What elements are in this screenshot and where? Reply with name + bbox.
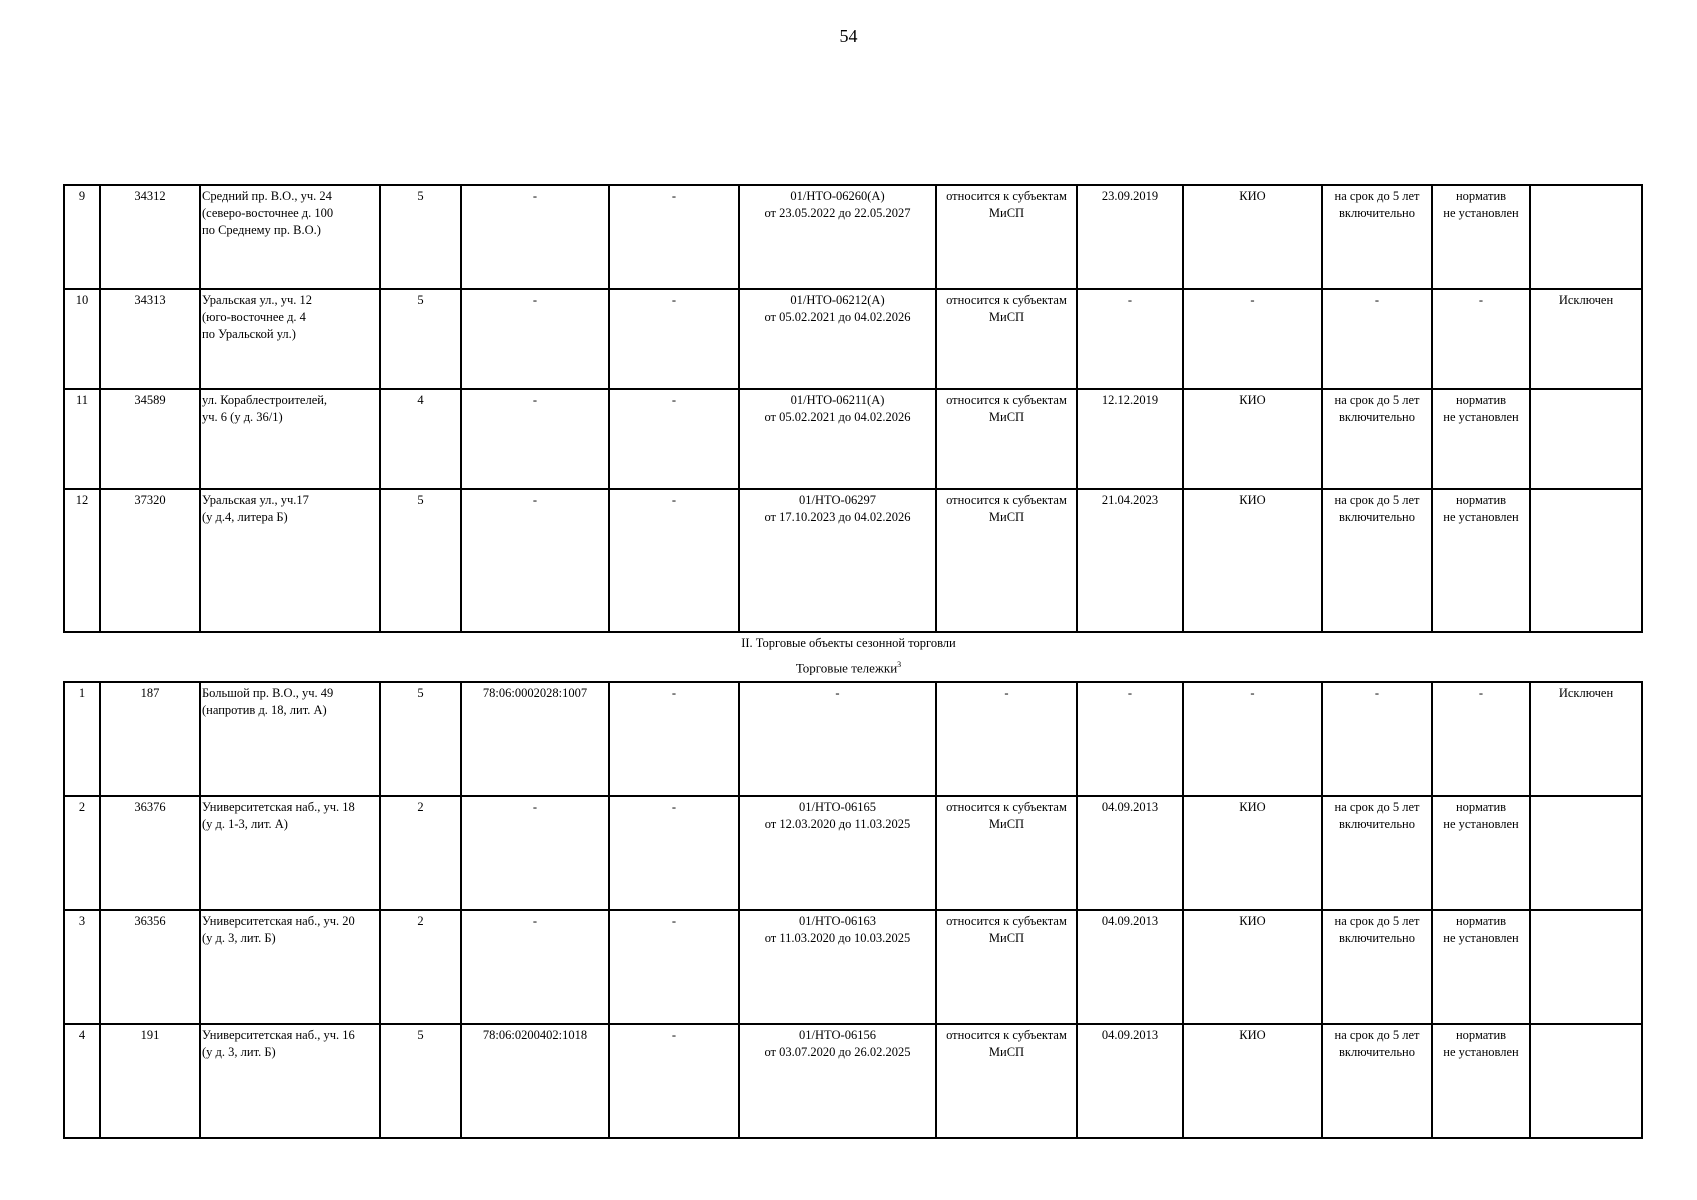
table-row [64, 289, 1642, 389]
cell-row-number: 3 [64, 910, 100, 1024]
cell-norm: норматив не установлен [1432, 185, 1530, 289]
cell-address: Большой пр. В.О., уч. 49 (напротив д. 18, лит. А) [200, 682, 380, 796]
cell-date: - [1077, 682, 1183, 796]
cell-date: 04.09.2013 [1077, 910, 1183, 1024]
cell-smsp: относится к субъектам МиСП [936, 185, 1077, 289]
cell-organization: КИО [1183, 389, 1322, 489]
cell-term: на срок до 5 лет включительно [1322, 185, 1432, 289]
table-row [64, 682, 1642, 796]
cell-object-id: 34589 [100, 389, 200, 489]
cell-col6: - [609, 185, 739, 289]
cell-object-id: 36376 [100, 796, 200, 910]
cell-norm: норматив не установлен [1432, 910, 1530, 1024]
cell-note: Исключен [1530, 289, 1642, 389]
cell-term: на срок до 5 лет включительно [1322, 1024, 1432, 1138]
cell-area: 2 [380, 910, 461, 1024]
table-row [64, 185, 1642, 289]
cell-area: 4 [380, 389, 461, 489]
cell-row-number: 1 [64, 682, 100, 796]
cell-area: 5 [380, 682, 461, 796]
cell-area: 5 [380, 185, 461, 289]
cell-contract: 01/НТО-06211(А) от 05.02.2021 до 04.02.2026 [739, 389, 936, 489]
cell-organization: КИО [1183, 796, 1322, 910]
cell-object-id: 187 [100, 682, 200, 796]
nto-table-seasonal [63, 681, 1643, 1139]
cell-row-number: 11 [64, 389, 100, 489]
footnote-marker: 3 [897, 660, 902, 669]
cell-address: ул. Кораблестроителей, уч. 6 (у д. 36/1) [200, 389, 380, 489]
cell-date: 23.09.2019 [1077, 185, 1183, 289]
cell-norm: - [1432, 682, 1530, 796]
cell-contract: 01/НТО-06156 от 03.07.2020 до 26.02.2025 [739, 1024, 936, 1138]
cell-contract: 01/НТО-06163 от 11.03.2020 до 10.03.2025 [739, 910, 936, 1024]
cell-contract: 01/НТО-06212(А) от 05.02.2021 до 04.02.2026 [739, 289, 936, 389]
cell-smsp: относится к субъектам МиСП [936, 796, 1077, 910]
cell-cadastral: - [461, 185, 609, 289]
cell-cadastral: 78:06:0002028:1007 [461, 682, 609, 796]
nto-table-permanent [63, 184, 1643, 633]
cell-cadastral: - [461, 489, 609, 632]
cell-norm: норматив не установлен [1432, 1024, 1530, 1138]
cell-note: Исключен [1530, 682, 1642, 796]
cell-col6: - [609, 1024, 739, 1138]
cell-norm: норматив не установлен [1432, 389, 1530, 489]
cell-contract: - [739, 682, 936, 796]
cell-col6: - [609, 796, 739, 910]
cell-row-number: 9 [64, 185, 100, 289]
subsection-title: Торговые тележки$^3$ [795, 660, 902, 676]
cell-date: - [1077, 289, 1183, 389]
cell-col6: - [609, 489, 739, 632]
cell-object-id: 36356 [100, 910, 200, 1024]
cell-smsp: относится к субъектам МиСП [936, 489, 1077, 632]
cell-date: 21.04.2023 [1077, 489, 1183, 632]
cell-address: Средний пр. В.О., уч. 24 (северо-восточнее д. 100 по Среднему пр. В.О.) [200, 185, 380, 289]
cell-cadastral: - [461, 910, 609, 1024]
cell-note [1530, 910, 1642, 1024]
section-title: II. Торговые объекты сезонной торговли [741, 636, 956, 650]
cell-cadastral: - [461, 289, 609, 389]
cell-term: на срок до 5 лет включительно [1322, 489, 1432, 632]
cell-cadastral: - [461, 389, 609, 489]
cell-norm: норматив не установлен [1432, 489, 1530, 632]
cell-area: 2 [380, 796, 461, 910]
cell-note [1530, 389, 1642, 489]
cell-area: 5 [380, 289, 461, 389]
cell-col6: - [609, 289, 739, 389]
cell-address: Университетская наб., уч. 16 (у д. 3, лит. Б) [200, 1024, 380, 1138]
cell-term: - [1322, 289, 1432, 389]
cell-organization: КИО [1183, 1024, 1322, 1138]
cell-note [1530, 489, 1642, 632]
cell-smsp: - [936, 682, 1077, 796]
cell-date: 04.09.2013 [1077, 796, 1183, 910]
table-row [64, 1024, 1642, 1138]
cell-norm: норматив не установлен [1432, 796, 1530, 910]
table-row [64, 489, 1642, 632]
cell-term: на срок до 5 лет включительно [1322, 796, 1432, 910]
cell-cadastral: - [461, 796, 609, 910]
cell-contract: 01/НТО-06260(А) от 23.05.2022 до 22.05.2027 [739, 185, 936, 289]
cell-organization: КИО [1183, 489, 1322, 632]
cell-term: - [1322, 682, 1432, 796]
table-row [64, 389, 1642, 489]
cell-object-id: 37320 [100, 489, 200, 632]
cell-contract: 01/НТО-06165 от 12.03.2020 до 11.03.2025 [739, 796, 936, 910]
cell-row-number: 4 [64, 1024, 100, 1138]
table-row [64, 910, 1642, 1024]
cell-note [1530, 1024, 1642, 1138]
cell-organization: - [1183, 682, 1322, 796]
cell-address: Университетская наб., уч. 18 (у д. 1-3, лит. А) [200, 796, 380, 910]
cell-area: 5 [380, 489, 461, 632]
cell-smsp: относится к субъектам МиСП [936, 389, 1077, 489]
cell-object-id: 34313 [100, 289, 200, 389]
cell-note [1530, 185, 1642, 289]
cell-object-id: 34312 [100, 185, 200, 289]
cell-cadastral: 78:06:0200402:1018 [461, 1024, 609, 1138]
cell-smsp: относится к субъектам МиСП [936, 1024, 1077, 1138]
cell-smsp: относится к субъектам МиСП [936, 910, 1077, 1024]
table-row [64, 796, 1642, 910]
cell-date: 12.12.2019 [1077, 389, 1183, 489]
cell-address: Уральская ул., уч.17 (у д.4, литера Б) [200, 489, 380, 632]
cell-row-number: 10 [64, 289, 100, 389]
cell-contract: 01/НТО-06297 от 17.10.2023 до 04.02.2026 [739, 489, 936, 632]
cell-col6: - [609, 910, 739, 1024]
cell-date: 04.09.2013 [1077, 1024, 1183, 1138]
cell-address: Уральская ул., уч. 12 (юго-восточнее д. 4 по Уральской ул.) [200, 289, 380, 389]
cell-address: Университетская наб., уч. 20 (у д. 3, лит. Б) [200, 910, 380, 1024]
cell-note [1530, 796, 1642, 910]
cell-term: на срок до 5 лет включительно [1322, 389, 1432, 489]
cell-area: 5 [380, 1024, 461, 1138]
cell-organization: - [1183, 289, 1322, 389]
cell-col6: - [609, 389, 739, 489]
cell-col6: - [609, 682, 739, 796]
page-number: 54 [839, 26, 858, 46]
cell-row-number: 2 [64, 796, 100, 910]
cell-organization: КИО [1183, 185, 1322, 289]
cell-row-number: 12 [64, 489, 100, 632]
cell-object-id: 191 [100, 1024, 200, 1138]
cell-organization: КИО [1183, 910, 1322, 1024]
cell-norm: - [1432, 289, 1530, 389]
cell-term: на срок до 5 лет включительно [1322, 910, 1432, 1024]
cell-smsp: относится к субъектам МиСП [936, 289, 1077, 389]
